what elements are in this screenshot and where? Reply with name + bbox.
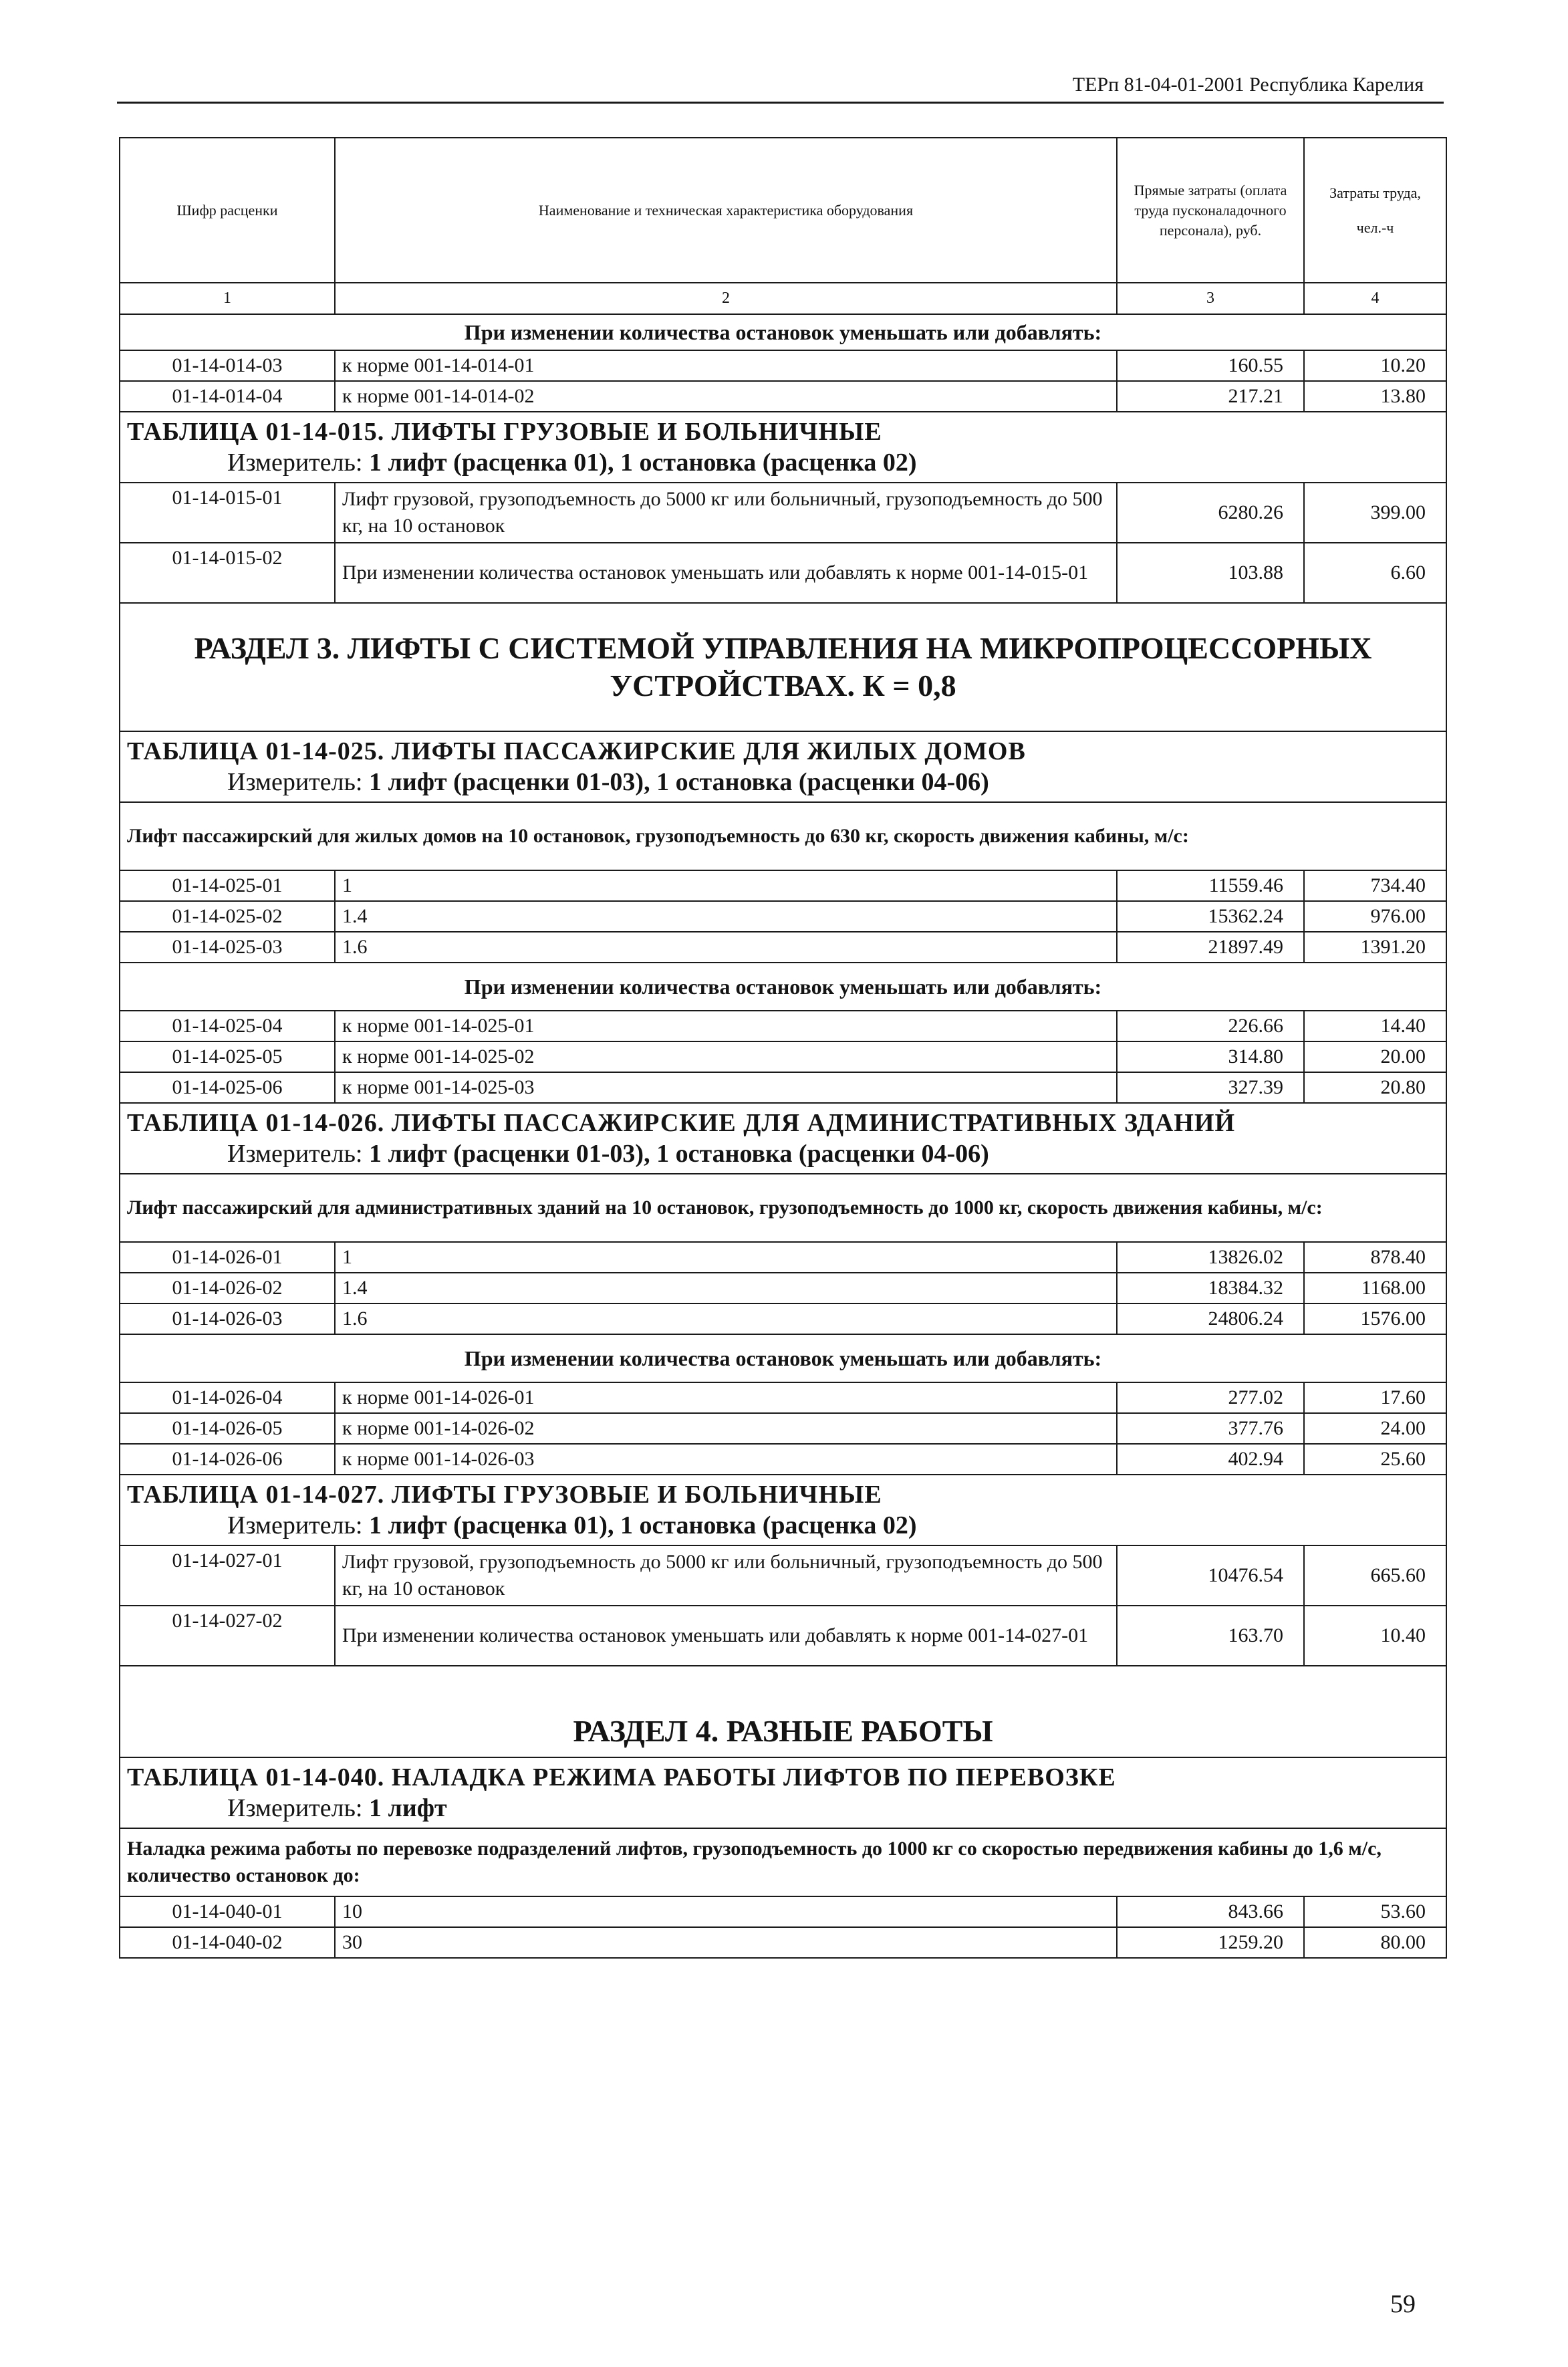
table-row xyxy=(120,932,1446,963)
column-number: 1 xyxy=(120,283,335,314)
rate-name: 1.6 xyxy=(335,932,1117,963)
subheading-row xyxy=(120,314,1446,350)
rate-labor: 17.60 xyxy=(1304,1382,1446,1413)
rate-cost: 10476.54 xyxy=(1117,1545,1304,1606)
rate-labor: 734.40 xyxy=(1304,870,1446,901)
rate-cost: 217.21 xyxy=(1117,381,1304,412)
rate-name: к норме 001-14-014-01 xyxy=(335,350,1117,381)
rate-code: 01-14-026-02 xyxy=(120,1273,335,1303)
measure-value: 1 лифт (расценки 01-03), 1 остановка (расценки 04-06) xyxy=(369,768,989,796)
table-title: ТАБЛИЦА 01-14-027. ЛИФТЫ ГРУЗОВЫЕ И БОЛЬНИЧНЫЕ xyxy=(127,1481,882,1509)
rate-name: к норме 001-14-025-03 xyxy=(335,1072,1117,1103)
table-title-row xyxy=(120,1103,1446,1174)
measure-prefix: Измеритель: xyxy=(227,449,369,477)
rate-labor: 25.60 xyxy=(1304,1444,1446,1475)
rate-code: 01-14-014-04 xyxy=(120,381,335,412)
table-row xyxy=(120,1273,1446,1303)
rate-name: 1 xyxy=(335,870,1117,901)
table-row xyxy=(120,1444,1446,1475)
rate-labor: 10.40 xyxy=(1304,1606,1446,1666)
subheading: При изменении количества остановок уменьшать или добавлять: xyxy=(120,1334,1446,1382)
measure-line xyxy=(127,1510,1439,1541)
document-code: ТЕРп 81-04-01-2001 Республика Карелия xyxy=(1072,74,1424,96)
rate-cost: 377.76 xyxy=(1117,1413,1304,1444)
rate-labor: 20.80 xyxy=(1304,1072,1446,1103)
rates-table xyxy=(119,137,1447,1959)
table-row xyxy=(120,350,1446,381)
table-row xyxy=(120,1072,1446,1103)
table-row xyxy=(120,1382,1446,1413)
rate-name: к норме 001-14-026-01 xyxy=(335,1382,1117,1413)
rate-labor: 1576.00 xyxy=(1304,1303,1446,1334)
rate-name: Лифт грузовой, грузоподъемность до 5000 кг или больничный, грузоподъемность до 500 кг, на 10 остановок xyxy=(335,483,1117,543)
rate-name: При изменении количества остановок уменьшать или добавлять к норме 001-14-015-01 xyxy=(335,543,1117,603)
table-title-row xyxy=(120,412,1446,483)
rate-cost: 402.94 xyxy=(1117,1444,1304,1475)
column-number: 3 xyxy=(1117,283,1304,314)
table-row xyxy=(120,1545,1446,1606)
column-header-name: Наименование и техническая характеристика оборудования xyxy=(335,138,1117,283)
rate-code: 01-14-014-03 xyxy=(120,350,335,381)
rate-name: При изменении количества остановок уменьшать или добавлять к норме 001-14-027-01 xyxy=(335,1606,1117,1666)
rate-code: 01-14-015-02 xyxy=(120,543,335,603)
table-title-row xyxy=(120,1757,1446,1828)
subheading-row xyxy=(120,1334,1446,1382)
rate-code: 01-14-025-04 xyxy=(120,1011,335,1041)
document-header xyxy=(117,74,1444,104)
rate-code: 01-14-015-01 xyxy=(120,483,335,543)
measure-value: 1 лифт (расценка 01), 1 остановка (расценка 02) xyxy=(369,449,917,477)
column-header-labor xyxy=(1304,138,1446,283)
table-row xyxy=(120,1606,1446,1666)
table-title: ТАБЛИЦА 01-14-040. НАЛАДКА РЕЖИМА РАБОТЫ ЛИФТОВ ПО ПЕРЕВОЗКЕ xyxy=(127,1763,1116,1791)
rate-name: Лифт грузовой, грузоподъемность до 5000 кг или больничный, грузоподъемность до 500 кг, на 10 остановок xyxy=(335,1545,1117,1606)
table-row xyxy=(120,1413,1446,1444)
measure-line xyxy=(127,767,1439,797)
table-row xyxy=(120,1041,1446,1072)
rate-cost: 11559.46 xyxy=(1117,870,1304,901)
measure-value: 1 лифт (расценки 01-03), 1 остановка (расценки 04-06) xyxy=(369,1140,989,1168)
table-title: ТАБЛИЦА 01-14-015. ЛИФТЫ ГРУЗОВЫЕ И БОЛЬНИЧНЫЕ xyxy=(127,418,882,446)
column-number-row xyxy=(120,283,1446,314)
table-title: ТАБЛИЦА 01-14-026. ЛИФТЫ ПАССАЖИРСКИЕ ДЛЯ АДМИНИСТРАТИВНЫХ ЗДАНИЙ xyxy=(127,1109,1236,1137)
rate-name: 10 xyxy=(335,1896,1117,1927)
rate-code: 01-14-025-05 xyxy=(120,1041,335,1072)
measure-prefix: Измеритель: xyxy=(227,1140,369,1168)
table-row xyxy=(120,381,1446,412)
rate-code: 01-14-040-01 xyxy=(120,1896,335,1927)
table-title-cell xyxy=(120,1475,1446,1545)
rate-cost: 314.80 xyxy=(1117,1041,1304,1072)
rate-cost: 327.39 xyxy=(1117,1072,1304,1103)
rate-code: 01-14-026-03 xyxy=(120,1303,335,1334)
rate-name: к норме 001-14-026-03 xyxy=(335,1444,1117,1475)
rate-code: 01-14-026-06 xyxy=(120,1444,335,1475)
column-header-row xyxy=(120,138,1446,283)
group-lead: Наладка режима работы по перевозке подразделений лифтов, грузоподъемность до 1000 кг со скоростью передвижения кабины до 1,6 м/с, количество остановок до: xyxy=(120,1828,1446,1896)
subheading: При изменении количества остановок уменьшать или добавлять: xyxy=(120,963,1446,1011)
table-row xyxy=(120,483,1446,543)
group-lead-row xyxy=(120,802,1446,870)
rate-cost: 13826.02 xyxy=(1117,1242,1304,1273)
table-row xyxy=(120,1896,1446,1927)
table-row xyxy=(120,1303,1446,1334)
rate-labor: 6.60 xyxy=(1304,543,1446,603)
rate-name: 1.4 xyxy=(335,901,1117,932)
rate-labor: 665.60 xyxy=(1304,1545,1446,1606)
rate-labor: 24.00 xyxy=(1304,1413,1446,1444)
rate-labor: 13.80 xyxy=(1304,381,1446,412)
table-title-row xyxy=(120,731,1446,802)
rate-cost: 277.02 xyxy=(1117,1382,1304,1413)
group-lead: Лифт пассажирский для жилых домов на 10 остановок, грузоподъемность до 630 кг, скорость движения кабины, м/с: xyxy=(120,802,1446,870)
rate-cost: 21897.49 xyxy=(1117,932,1304,963)
section-title-line2: УСТРОЙСТВАХ. К = 0,8 xyxy=(610,668,956,703)
rate-labor: 53.60 xyxy=(1304,1896,1446,1927)
rate-name: к норме 001-14-026-02 xyxy=(335,1413,1117,1444)
rate-name: 30 xyxy=(335,1927,1117,1958)
rate-name: к норме 001-14-025-02 xyxy=(335,1041,1117,1072)
rate-cost: 103.88 xyxy=(1117,543,1304,603)
rate-labor: 878.40 xyxy=(1304,1242,1446,1273)
section-title-line1: РАЗДЕЛ 3. ЛИФТЫ С СИСТЕМОЙ УПРАВЛЕНИЯ НА МИКРОПРОЦЕССОРНЫХ xyxy=(194,631,1372,665)
rate-cost: 24806.24 xyxy=(1117,1303,1304,1334)
rate-labor: 399.00 xyxy=(1304,483,1446,543)
table-title-row xyxy=(120,1475,1446,1545)
table-row xyxy=(120,543,1446,603)
rate-code: 01-14-025-01 xyxy=(120,870,335,901)
section-heading: РАЗДЕЛ 4. РАЗНЫЕ РАБОТЫ xyxy=(120,1666,1446,1757)
rate-labor: 1168.00 xyxy=(1304,1273,1446,1303)
rate-name: 1.6 xyxy=(335,1303,1117,1334)
rate-code: 01-14-027-01 xyxy=(120,1545,335,1606)
page-number: 59 xyxy=(1390,2290,1416,2318)
rate-labor: 10.20 xyxy=(1304,350,1446,381)
rate-cost: 163.70 xyxy=(1117,1606,1304,1666)
table-row xyxy=(120,1927,1446,1958)
column-number: 4 xyxy=(1304,283,1446,314)
rate-cost: 18384.32 xyxy=(1117,1273,1304,1303)
table-title-cell xyxy=(120,1757,1446,1828)
rate-cost: 1259.20 xyxy=(1117,1927,1304,1958)
column-header-labor-line2: чел.-ч xyxy=(1356,219,1394,236)
table-title-cell xyxy=(120,412,1446,483)
rate-code: 01-14-040-02 xyxy=(120,1927,335,1958)
column-header-labor-line1: Затраты труда, xyxy=(1329,184,1421,201)
measure-prefix: Измеритель: xyxy=(227,1794,369,1822)
measure-line xyxy=(127,447,1439,478)
table-title-cell xyxy=(120,1103,1446,1174)
table-title-cell xyxy=(120,731,1446,802)
group-lead-row xyxy=(120,1828,1446,1896)
measure-prefix: Измеритель: xyxy=(227,1511,369,1539)
rate-code: 01-14-026-04 xyxy=(120,1382,335,1413)
table-row xyxy=(120,1242,1446,1273)
rate-cost: 160.55 xyxy=(1117,350,1304,381)
column-number: 2 xyxy=(335,283,1117,314)
table-row xyxy=(120,870,1446,901)
rate-labor: 80.00 xyxy=(1304,1927,1446,1958)
rate-labor: 1391.20 xyxy=(1304,932,1446,963)
column-header-code: Шифр расценки xyxy=(120,138,335,283)
rate-cost: 843.66 xyxy=(1117,1896,1304,1927)
rate-cost: 226.66 xyxy=(1117,1011,1304,1041)
rate-labor: 14.40 xyxy=(1304,1011,1446,1041)
measure-value: 1 лифт (расценка 01), 1 остановка (расценка 02) xyxy=(369,1511,917,1539)
measure-line xyxy=(127,1138,1439,1169)
rate-code: 01-14-027-02 xyxy=(120,1606,335,1666)
rate-code: 01-14-026-01 xyxy=(120,1242,335,1273)
rate-name: к норме 001-14-025-01 xyxy=(335,1011,1117,1041)
subheading: При изменении количества остановок уменьшать или добавлять: xyxy=(120,314,1446,350)
table-title: ТАБЛИЦА 01-14-025. ЛИФТЫ ПАССАЖИРСКИЕ ДЛЯ ЖИЛЫХ ДОМОВ xyxy=(127,737,1026,765)
rate-cost: 6280.26 xyxy=(1117,483,1304,543)
group-lead: Лифт пассажирский для административных зданий на 10 остановок, грузоподъемность до 1000 кг, скорость движения кабины, м/с: xyxy=(120,1174,1446,1242)
table-row xyxy=(120,1011,1446,1041)
section-heading xyxy=(120,603,1446,731)
table-row xyxy=(120,901,1446,932)
rate-name: 1.4 xyxy=(335,1273,1117,1303)
rate-code: 01-14-026-05 xyxy=(120,1413,335,1444)
group-lead-row xyxy=(120,1174,1446,1242)
rate-code: 01-14-025-03 xyxy=(120,932,335,963)
rate-labor: 976.00 xyxy=(1304,901,1446,932)
section-heading-row xyxy=(120,603,1446,731)
measure-line xyxy=(127,1793,1439,1824)
subheading-row xyxy=(120,963,1446,1011)
measure-prefix: Измеритель: xyxy=(227,768,369,796)
rate-cost: 15362.24 xyxy=(1117,901,1304,932)
measure-value: 1 лифт xyxy=(369,1794,447,1822)
rate-labor: 20.00 xyxy=(1304,1041,1446,1072)
column-header-cost: Прямые затраты (оплата труда пусконаладочного персонала), руб. xyxy=(1117,138,1304,283)
rate-name: 1 xyxy=(335,1242,1117,1273)
rate-code: 01-14-025-02 xyxy=(120,901,335,932)
rate-code: 01-14-025-06 xyxy=(120,1072,335,1103)
section-heading-row xyxy=(120,1666,1446,1757)
rate-name: к норме 001-14-014-02 xyxy=(335,381,1117,412)
